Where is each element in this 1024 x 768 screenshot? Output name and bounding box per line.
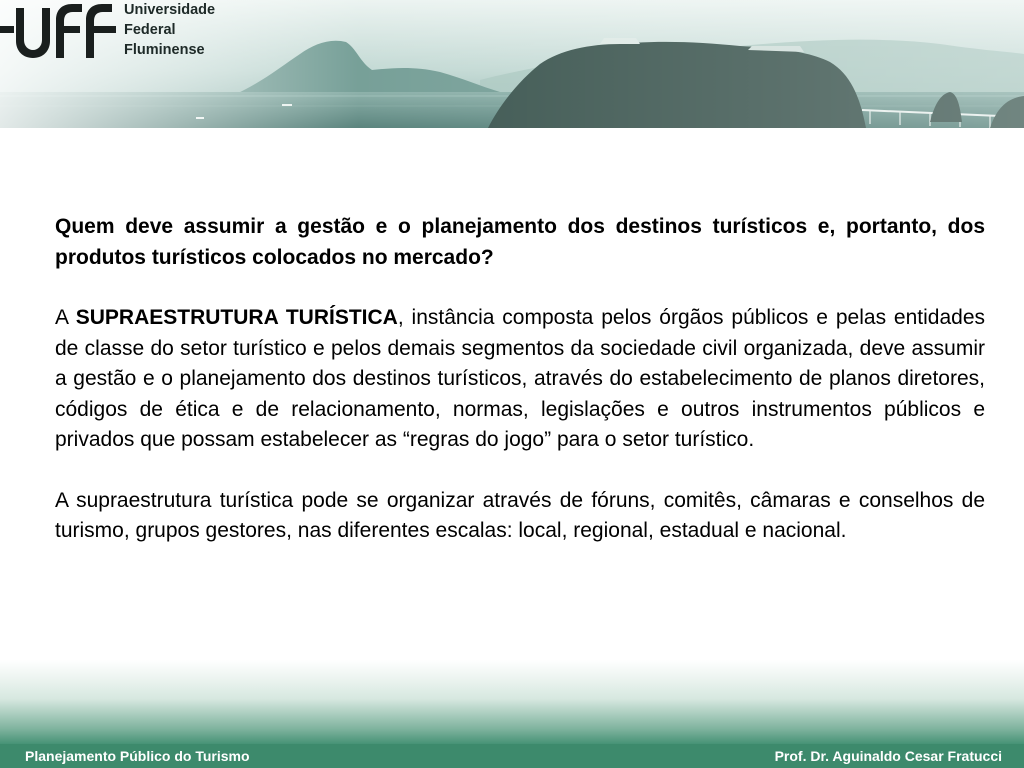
- footer-author: Prof. Dr. Aguinaldo Cesar Fratucci: [774, 748, 1002, 764]
- uff-logo-mark: [0, 0, 118, 64]
- logo-line-universidade: Universidade: [124, 2, 216, 18]
- para1-body: , instância composta pelos órgãos públicos e pelas entidades de classe do setor turístico e pelos demais segmentos da sociedade civil organizada, deve assumir a gestão e o planejamento dos destinos turísticos, através do estabelecimento de planos diretores, códigos de ética e de relacionamento, normas, legislações e outros instrumentos públicos e privados que possam estabelecer as “regras do jogo” para o setor turístico.: [55, 306, 986, 451]
- logo-line-fluminense: Fluminense: [124, 42, 205, 58]
- slide-content: [55, 212, 985, 577]
- logo-line-federal: Federal: [124, 22, 176, 38]
- organization-paragraph: A supraestrutura turística pode se organizar através de fóruns, comitês, câmaras e conselhos de turismo, grupos gestores, nas diferentes escalas: local, regional, estadual e nacional.: [55, 488, 985, 542]
- logo-text: [124, 0, 215, 60]
- footer-course-title: Planejamento Público do Turismo: [25, 748, 250, 764]
- uff-logo: [0, 0, 250, 64]
- question-paragraph: Quem deve assumir a gestão e o planejamento dos destinos turísticos e, portanto, dos produtos turísticos colocados no mercado?: [55, 215, 985, 269]
- para1-highlight: SUPRAESTRUTURA TURÍSTICA: [75, 306, 398, 329]
- footer-gradient: [0, 660, 1024, 746]
- para1-prefix: A: [55, 306, 76, 329]
- header-banner: [0, 0, 1024, 128]
- supraestrutura-paragraph: [55, 303, 985, 456]
